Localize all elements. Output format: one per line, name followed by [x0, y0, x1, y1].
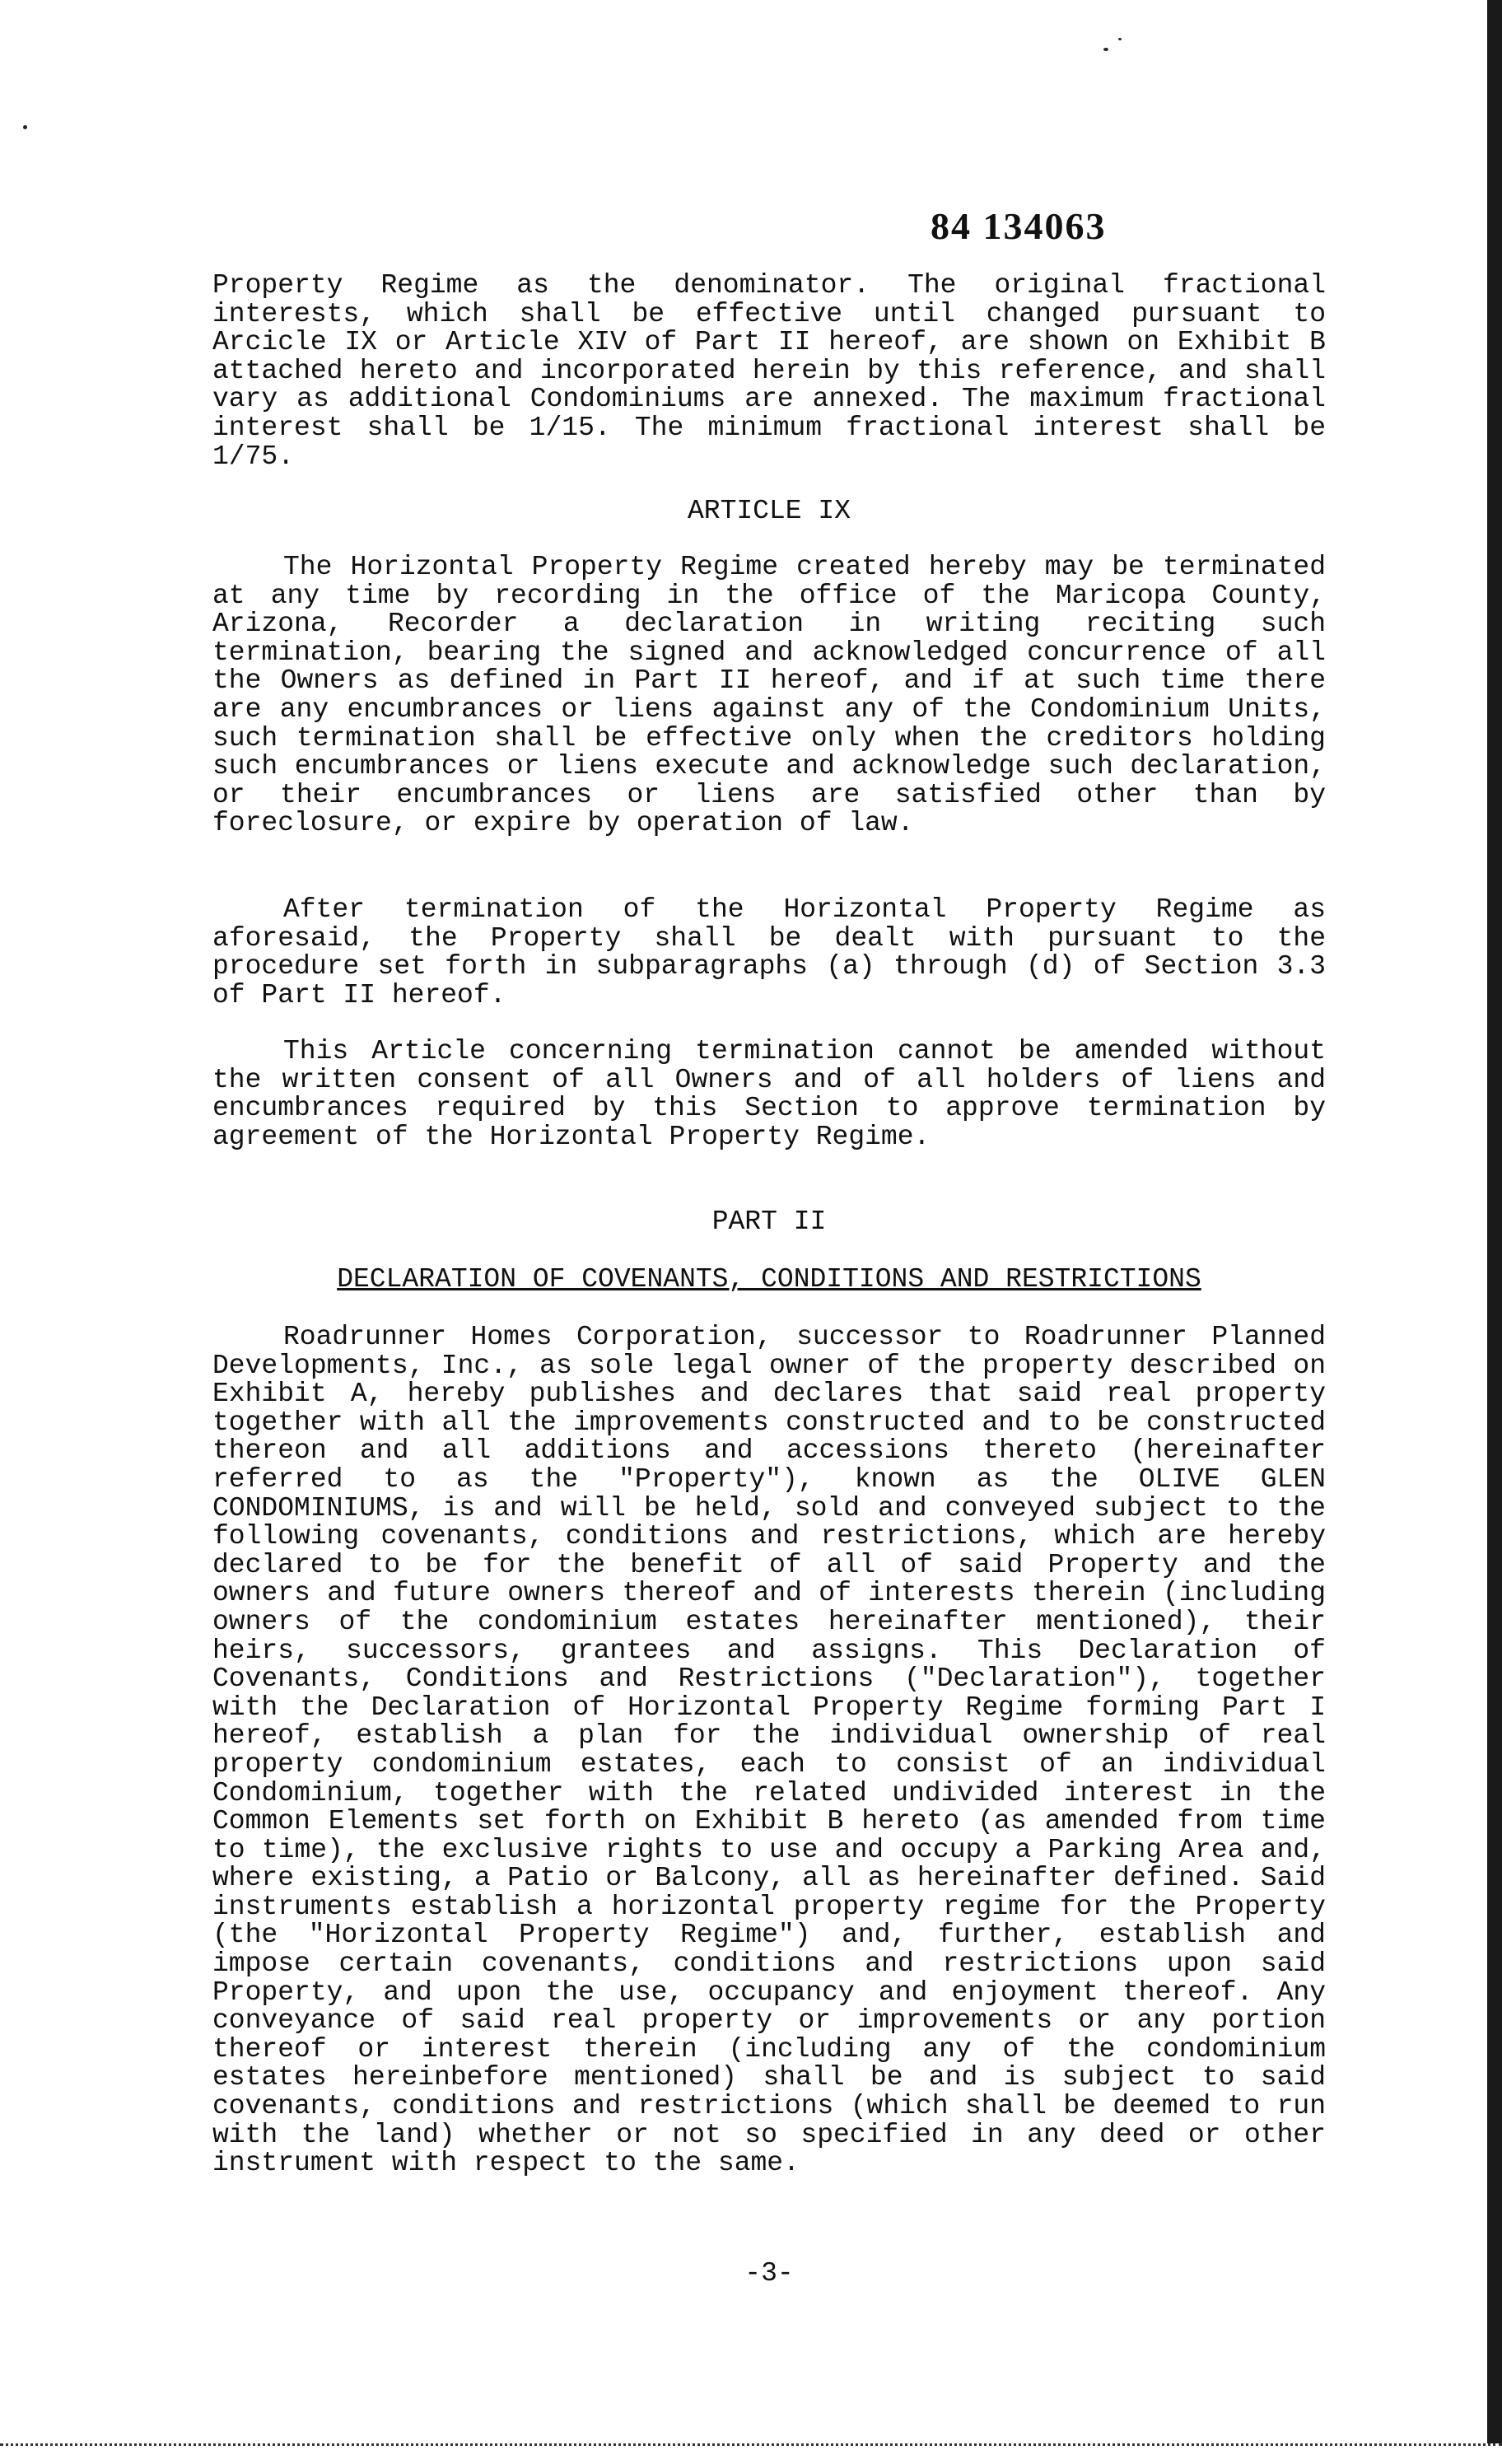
- article-paragraph-2: After termination of the Horizontal Property Regime as aforesaid, the Property shall be dealt with pursuant to the procedure set forth in subparagraphs (a) through (d) of Section 3.3 of Part II hereof.: [212, 894, 1326, 1010]
- scan-edge: [1487, 0, 1502, 2464]
- part-heading: PART II: [711, 1206, 827, 1237]
- scan-speck: [1118, 38, 1122, 40]
- scan-bottom-edge: [0, 2443, 1502, 2464]
- recording-number: 84 134063: [931, 205, 1107, 247]
- declaration-heading: DECLARATION OF COVENANTS, CONDITIONS AND RESTRICTIONS: [337, 1264, 1201, 1295]
- paragraph-continuation: Property Regime as the denominator. The original fractional interests, which shall be effective until changed pursuant to Arcicle IX or Article XIV of Part II hereof, are shown on Exhibit B attached hereto and incorporated herein by this reference, and shall vary as additional Condominiums are annexed. The maximum fractional interest shall be 1/15. The minimum fractional interest shall be 1/75.: [212, 270, 1326, 472]
- page-number: -3-: [744, 2258, 794, 2289]
- article-heading: ARTICLE IX: [687, 496, 851, 526]
- scan-speck: [23, 125, 27, 129]
- article-paragraph-1: The Horizontal Property Regime created hereby may be terminated at any time by recording in the office of the Maricopa County, Arizona, Recorder a declaration in writing reciting such termination, bearing the signed and acknowledged concurrence of all the Owners as defined in Part II hereof, and if at such time there are any encumbrances or liens against any of the Condominium Units, such termination shall be effective only when the creditors holding such encumbrances or liens execute and acknowledge such declaration, or their encumbrances or liens are satisfied other than by foreclosure, or expire by operation of law.: [212, 552, 1326, 839]
- article-paragraph-3: This Article concerning termination cannot be amended without the written consent of all Owners and of all holders of liens and encumbrances required by this Section to approve termination by agreement of the Horizontal Property Regime.: [212, 1036, 1326, 1152]
- declaration-paragraph: Roadrunner Homes Corporation, successor to Roadrunner Planned Developments, Inc., as sole legal owner of the property described on Exhibit A, hereby publishes and declares that said real property together with all the improvements constructed and to be constructed thereon and all additions and accessions thereto (hereinafter referred to as the "Property"), known as the OLIVE GLEN CONDOMINIUMS, is and will be held, sold and conveyed subject to the following covenants, conditions and restrictions, which are hereby declared to be for the benefit of all of said Property and the owners and future owners thereof and of interests therein (including owners of the condominium estates hereinafter mentioned), their heirs, successors, grantees and assigns. This Declaration of Covenants, Conditions and Restrictions ("Declaration"), together with the Declaration of Horizontal Property Regime forming Part I hereof, establish a plan for the individual ownership of real property condominium estates, each to consist of an individual Condominium, together with the related undivided interest in the Common Elements set forth on Exhibit B hereto (as amended from time to time), the exclusive rights to use and occupy a Parking Area and, where existing, a Patio or Balcony, all as hereinafter defined. Said instruments establish a horizontal property regime for the Property (the "Horizontal Property Regime") and, further, establish and impose certain covenants, conditions and restrictions upon said Property, and upon the use, occupancy and enjoyment thereof. Any conveyance of said real property or improvements or any portion thereof or interest therein (including any of the condominium estates hereinbefore mentioned) shall be and is subject to said covenants, conditions and restrictions (which shall be deemed to run with the land) whether or not so specified in any deed or other instrument with respect to the same.: [212, 1322, 1326, 2179]
- scan-speck: [1103, 48, 1108, 51]
